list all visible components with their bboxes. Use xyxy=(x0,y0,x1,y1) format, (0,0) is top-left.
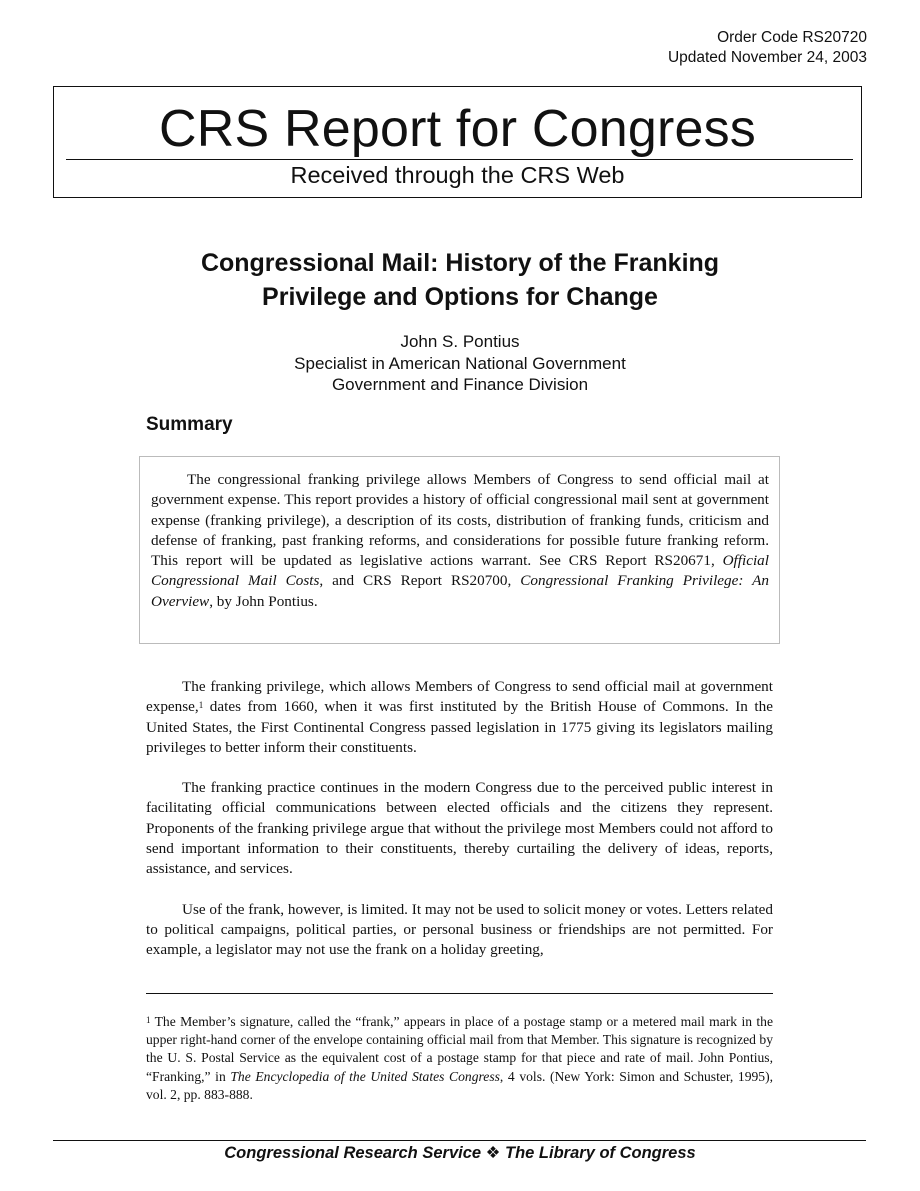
document-title-line-2: Privilege and Options for Change xyxy=(262,283,658,311)
summary-reference-1: Official Congressional Mail Costs xyxy=(151,552,769,590)
author-division: Government and Finance Division xyxy=(331,375,589,394)
body-paragraph-2: The franking practice continues in the modern Congress due to the perceived public interest in facilitating official communications between elected officials and the citizens they represent. Proponents of the franking privilege argue that without the privilege most Members could not afford to send important information to their constituents, thereby curtailing the delivery of ideas, reports, assistance, and services. xyxy=(146,779,773,878)
report-banner xyxy=(53,86,862,198)
updated-date: Updated November 24, 2003 xyxy=(667,49,867,66)
banner-divider xyxy=(66,159,853,160)
footnote-text-b: , 4 vols. (New York: Simon and Schuster, 1995), vol. 2, pp. 883-888. xyxy=(146,1068,774,1102)
document-title-line-1: Congressional Mail: History of the Franking xyxy=(200,249,720,277)
summary-text-mid: , and CRS Report RS20700, xyxy=(319,572,521,590)
footer-divider xyxy=(53,1140,866,1141)
paragraph-1-text-a: The franking privilege, which allows Members of Congress to send official mail at government expense, xyxy=(146,678,773,716)
footnote xyxy=(146,1013,773,1104)
order-code: Order Code RS20720 xyxy=(717,29,867,46)
footer-text: Congressional Research Service ❖ The Library of Congress xyxy=(224,1144,696,1162)
summary-heading: Summary xyxy=(146,414,233,435)
summary-reference-2: Congressional Franking Privilege: An Overview xyxy=(151,572,769,610)
body-text xyxy=(146,677,773,981)
author-block xyxy=(0,331,920,396)
summary-text xyxy=(151,470,769,612)
summary-text-end: , by John Pontius. xyxy=(209,592,318,610)
document-title xyxy=(0,246,920,314)
footnote-reference: 1 xyxy=(198,700,204,711)
body-paragraph-3: Use of the frank, however, is limited. It may not be used to solicit money or votes. Letters related to political campaigns, political parties, or personal business or friendships are not permitted. For example, a legislator may not use the frank on a holiday greeting, xyxy=(146,900,773,959)
banner-subtitle: Received through the CRS Web xyxy=(290,162,625,188)
order-code-block xyxy=(668,28,867,68)
footnote-mark: 1 xyxy=(146,1015,151,1025)
summary-box xyxy=(139,456,780,644)
summary-text-main: The congressional franking privilege allows Members of Congress to send official mail at government expense. This report provides a history of official congressional mail sent at government expense (franking privilege), a description of its costs, distribution of franking funds, criticism and defense of franking, past franking reforms, and considerations for possible future franking reform. This report will be updated as legislative actions warrant. See CRS Report RS20671, xyxy=(151,471,769,570)
author-title: Specialist in American National Government xyxy=(294,353,626,373)
footnote-text-a: The Member’s signature, called the “frank,” appears in place of a postage stamp or a metered mail mark in the upper right-hand corner of the envelope containing official mail from that Member. This signature is recognized by the U. S. Postal Service as the equivalent cost of a postage stamp for that piece and rate of mail. John Pontius, “Franking,” in xyxy=(146,1014,773,1084)
footnote-divider xyxy=(146,993,773,994)
paragraph-1-text-b: dates from 1660, when it was first instituted by the British House of Commons. In the United States, the First Continental Congress passed legislation in 1775 giving its legislators mailing privileges to better inform their constituents. xyxy=(146,698,773,756)
body-paragraph-1 xyxy=(146,677,773,758)
banner-title: CRS Report for Congress xyxy=(158,100,757,158)
footnote-source-title: The Encyclopedia of the United States Congress xyxy=(230,1068,500,1084)
author-name: John S. Pontius xyxy=(400,332,520,351)
